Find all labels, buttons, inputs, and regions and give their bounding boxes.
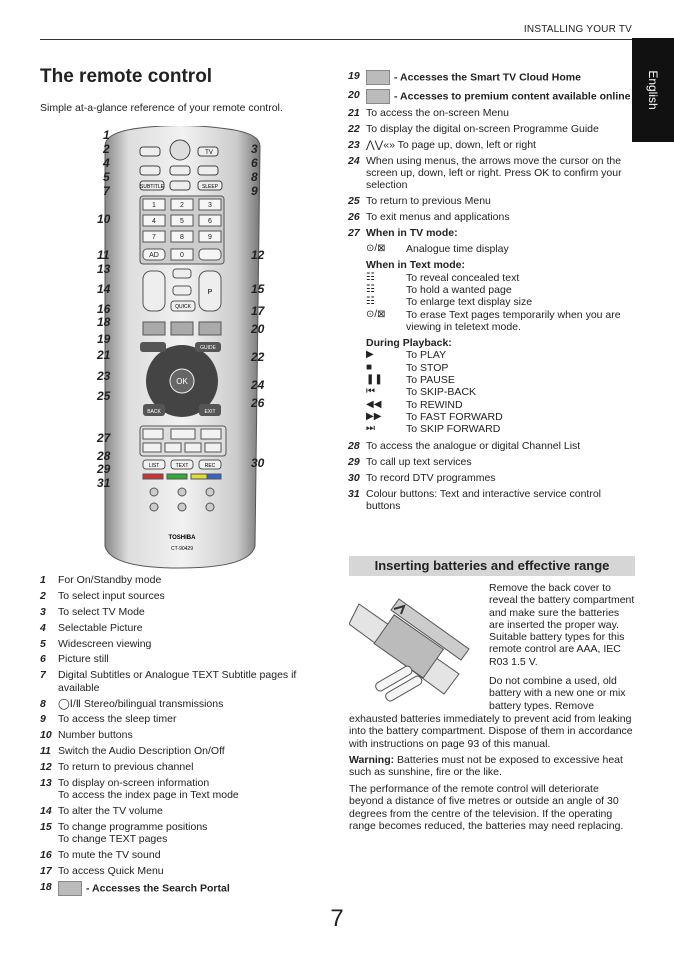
svg-text:8: 8 <box>180 234 184 241</box>
page-number: 7 <box>330 905 344 932</box>
svg-text:3: 3 <box>208 202 212 209</box>
search-icon <box>58 881 82 896</box>
list-item: 22 To display the digital on-screen Programme Guide <box>348 123 599 136</box>
page-title: The remote control <box>40 66 213 87</box>
battery-range-paragraph: The performance of the remote control will deteriorate beyond a distance of five metres or outside an angle of 30 degrees from the centre of the television. If the operating range becomes reduced, the batteries may need replacing. <box>349 783 624 832</box>
callout: 16 <box>97 302 111 316</box>
list-key: LIST <box>148 463 160 469</box>
callout: 8 <box>251 170 258 184</box>
home-icon <box>366 70 390 85</box>
callout: 26 <box>251 396 265 410</box>
callout: 4 <box>103 156 110 170</box>
callout: 25 <box>97 389 111 403</box>
callout: 30 <box>251 456 265 470</box>
callout: 21 <box>97 348 111 362</box>
callout: 1 <box>103 128 110 142</box>
list-item: 31 Colour buttons: Text and interactive service control buttons <box>348 488 602 513</box>
callout: 28 <box>97 449 111 463</box>
list-item: 30 To record DTV programmes <box>348 472 496 485</box>
list-item: 24 When using menus, the arrows move the cursor on the screen up, down, left or right. Press OK to confirm your selection <box>348 154 622 192</box>
callout: 9 <box>251 184 258 198</box>
running-header: INSTALLING YOUR TV <box>40 24 632 40</box>
callout: 2 <box>103 142 110 156</box>
svg-text:6: 6 <box>208 218 212 225</box>
rewind-icon: ◀◀ <box>366 398 382 410</box>
list-item: 7 Digital Subtitles or Analogue TEXT Subtitle pages if available <box>40 669 297 694</box>
callout: 18 <box>97 315 111 329</box>
callout: 12 <box>251 248 265 262</box>
list-item: 1 For On/Standby mode <box>40 574 162 586</box>
svg-text:2: 2 <box>180 202 184 209</box>
item-27-details: ⊙/⊠ Analogue time display When in Text mode: ☷ To reveal concealed text ☷ To hold a wanted page ☷ To enlarge text display size ⊙/⊠ To erase Text pages temporarily when you are viewing in teletext mode. During Playback: ▶ To PLAY ■ To STOP ❚❚ To PAUSE ⏮ To SKIP-BACK ◀◀ To REWIND ▶▶ To FAST FORWARD ⏭ To SKIP FORWARD <box>366 243 621 436</box>
callout: 20 <box>251 322 265 336</box>
callout: 31 <box>97 476 111 490</box>
pause-icon: ❚❚ <box>366 373 383 385</box>
list-item: 26 To exit menus and applications <box>348 211 510 224</box>
play-icon: ▶ <box>366 349 374 361</box>
svg-text:0: 0 <box>180 252 184 259</box>
exit-key: EXIT <box>204 409 216 415</box>
guide-key: GUIDE <box>200 345 216 351</box>
list-item: 21 To access the on-screen Menu <box>348 107 509 120</box>
callout: 17 <box>251 304 265 318</box>
callout: 29 <box>97 462 111 476</box>
svg-text:7: 7 <box>152 234 156 241</box>
language-tab: English <box>632 38 674 142</box>
callout: 10 <box>97 212 111 226</box>
svg-text:9: 9 <box>208 234 212 241</box>
list-item: 18 - Accesses the Search Portal <box>40 881 230 895</box>
list-item: 10 Number buttons <box>40 729 133 742</box>
ok-key: OK <box>176 377 188 386</box>
list-item: 27 When in TV mode: <box>348 227 458 240</box>
tv-key: TV <box>205 150 213 156</box>
stop-icon: ■ <box>366 361 373 373</box>
callout: 7 <box>103 184 110 198</box>
quick-key: QUICK <box>175 304 191 310</box>
battery-paragraph-2b: exhausted batteries immediately to prevent acid from leaking into the battery compartment. Dispose of them in accordance with instructions on page 93 of this manual. <box>349 713 633 750</box>
list-item: 19 - Accesses the Smart TV Cloud Home <box>348 70 581 84</box>
fast-forward-icon: ▶▶ <box>366 410 382 422</box>
list-item: 5 Widescreen viewing <box>40 637 152 650</box>
list-item: 15 To change programme positions To change TEXT pages <box>40 821 208 846</box>
callout: 14 <box>97 282 111 296</box>
list-item: 28 To access the analogue or digital Channel List <box>348 440 581 453</box>
list-item: 16 To mute the TV sound <box>40 849 161 862</box>
list-item: 6 Picture still <box>40 653 109 666</box>
rec-key: REC <box>204 463 216 469</box>
model-number: CT-90429 <box>171 546 193 552</box>
list-item: 9 To access the sleep timer <box>40 713 177 726</box>
battery-insertion-illustration <box>349 584 483 714</box>
callout: 6 <box>251 156 258 170</box>
left-function-list <box>40 574 330 900</box>
clock-icon: ⊙/⊠ <box>366 243 386 255</box>
text-key: TEXT <box>175 463 189 469</box>
callout: 3 <box>251 142 258 156</box>
remote-callouts <box>95 126 285 570</box>
list-item: 14 To alter the TV volume <box>40 805 163 818</box>
svg-text:4: 4 <box>152 218 156 225</box>
sleep-key: SLEEP <box>201 184 219 190</box>
right-function-list <box>348 70 636 516</box>
battery-paragraph-1: Remove the back cover to reveal the battery compartment and make sure the batteries are inserted the proper way. Suitable battery types for this remote control are AAA, IEC R03 1.5 V. <box>489 582 635 668</box>
list-item: 11 Switch the Audio Description On/Off <box>40 745 225 758</box>
skip-back-icon: ⏮ <box>366 386 375 398</box>
batteries-section-heading: Inserting batteries and effective range <box>349 556 635 576</box>
page-arrows-icon: ⋀⋁«» <box>366 138 398 151</box>
callout: 23 <box>97 369 111 383</box>
callout: 19 <box>97 332 111 346</box>
svg-text:1: 1 <box>152 202 156 209</box>
battery-paragraph-2a: Do not combine a used, old battery with a new one or mix battery types. Remove <box>489 675 626 712</box>
enlarge-icon: ☷ <box>366 296 375 308</box>
callout: 5 <box>103 170 110 184</box>
list-item: 2 To select input sources <box>40 589 165 602</box>
list-item: 4 Selectable Picture <box>40 621 143 634</box>
subtitle-key: SUBTITLE <box>140 184 164 190</box>
p-key: P <box>207 289 213 296</box>
back-key: BACK <box>147 409 161 415</box>
list-item: 12 To return to previous channel <box>40 761 194 774</box>
callout: 13 <box>97 262 111 276</box>
list-item: 29 To call up text services <box>348 456 472 469</box>
battery-warning: Warning: Batteries must not be exposed to excessive heat such as sunshine, fire or the like. <box>349 754 623 779</box>
callout: 22 <box>251 350 265 364</box>
list-item: 17 To access Quick Menu <box>40 865 164 878</box>
callout: 15 <box>251 282 265 296</box>
intro-text: Simple at-a-glance reference of your remote control. <box>40 102 283 114</box>
svg-text:5: 5 <box>180 218 184 225</box>
svg-text:AD: AD <box>149 252 159 259</box>
callout: 27 <box>97 431 111 445</box>
brand-logo: TOSHIBA <box>168 535 196 541</box>
stereo-icon: ◯Ⅰ/Ⅱ <box>58 697 84 710</box>
list-item: 23 ⋀⋁«» To page up, down, left or right <box>348 138 536 151</box>
erase-icon: ⊙/⊠ <box>366 308 386 320</box>
list-item: 25 To return to previous Menu <box>348 195 491 208</box>
callout: 11 <box>97 248 110 262</box>
reveal-icon: ☷ <box>366 271 375 283</box>
skip-forward-icon: ⏭ <box>366 423 375 435</box>
list-item: 3 To select TV Mode <box>40 605 145 618</box>
list-item: 8 ◯Ⅰ/Ⅱ Stereo/bilingual transmissions <box>40 697 224 710</box>
premium-content-icon <box>366 89 390 104</box>
list-item: 13 To display on-screen information To access the index page in Text mode <box>40 776 239 802</box>
callout: 24 <box>251 378 265 392</box>
hold-icon: ☷ <box>366 283 375 295</box>
list-item: 20 - Accesses to premium content available online <box>348 88 631 102</box>
